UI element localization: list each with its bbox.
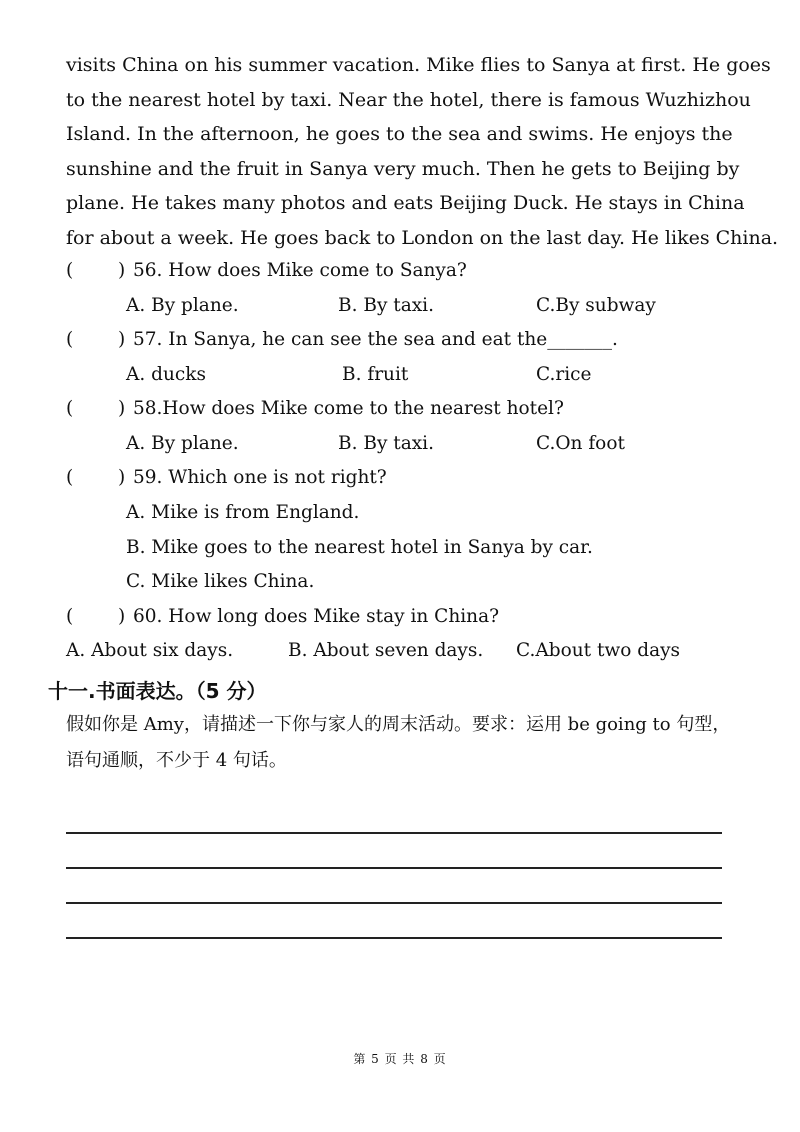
answer-paren-open: ( [66,398,74,419]
answer-line[interactable] [66,902,722,904]
question-text: 58.How does Mike come to the nearest hotel? [133,398,564,419]
answer-paren-close: ) [118,260,126,281]
question-text: 59. Which one is not right? [133,467,387,488]
answer-paren-close: ) [118,329,126,350]
question-text: 57. In Sanya, he can see the sea and eat the_______. [133,329,618,350]
answer-line[interactable] [66,832,722,834]
section-heading: 十一.书面表达。（5 分） [48,679,267,703]
option-b: B. Mike goes to the nearest hotel in Sanya by car. [126,537,593,558]
answer-paren-open: ( [66,606,74,627]
option-c: C.About two days [516,640,681,661]
reading-passage [66,48,779,256]
passage-line: sunshine and the fruit in Sanya very much. Then he gets to Beijing by [66,157,740,180]
passage-line: plane. He takes many photos and eats Beijing Duck. He stays in China [66,192,745,215]
option-b: B. About seven days. [288,640,484,661]
option-c: C.rice [536,364,592,385]
instruction-line: 假如你是 Amy，请描述一下你与家人的周末活动。要求：运用 be going to 句型， [66,714,731,735]
answer-paren-close: ) [118,467,126,488]
passage-line: to the nearest hotel by taxi. Near the hotel, there is famous Wuzhizhou [66,88,751,111]
passage-line: Island. In the afternoon, he goes to the sea and swims. He enjoys the [66,123,733,146]
option-a: A. ducks [126,364,206,385]
page-number: 第 5 页 共 8 页 [353,1052,447,1066]
answer-line[interactable] [66,867,722,869]
answer-paren-open: ( [66,260,74,281]
writing-instructions [66,707,756,779]
option-c: C.By subway [536,295,656,316]
option-b: B. fruit [342,364,409,385]
option-a: A. By plane. [126,433,239,454]
passage-line: visits China on his summer vacation. Mike flies to Sanya at first. He goes [66,54,771,76]
passage-line: for about a week. He goes back to London on the last day. He likes China. [66,226,779,249]
answer-paren-open: ( [66,329,74,350]
question-text: 60. How long does Mike stay in China? [133,606,500,627]
option-a: A. By plane. [126,295,239,316]
option-a: A. About six days. [66,640,234,661]
answer-paren-close: ) [118,398,126,419]
question-text: 56. How does Mike come to Sanya? [133,260,467,281]
option-b: B. By taxi. [338,295,434,316]
option-a: A. Mike is from England. [126,502,360,523]
instruction-line: 语句通顺，不少于 4 句话。 [66,750,287,771]
option-c: C. Mike likes China. [126,571,315,592]
option-b: B. By taxi. [338,433,434,454]
answer-line[interactable] [66,937,722,939]
answer-paren-open: ( [66,467,74,488]
option-c: C.On foot [536,433,625,454]
answer-paren-close: ) [118,606,126,627]
